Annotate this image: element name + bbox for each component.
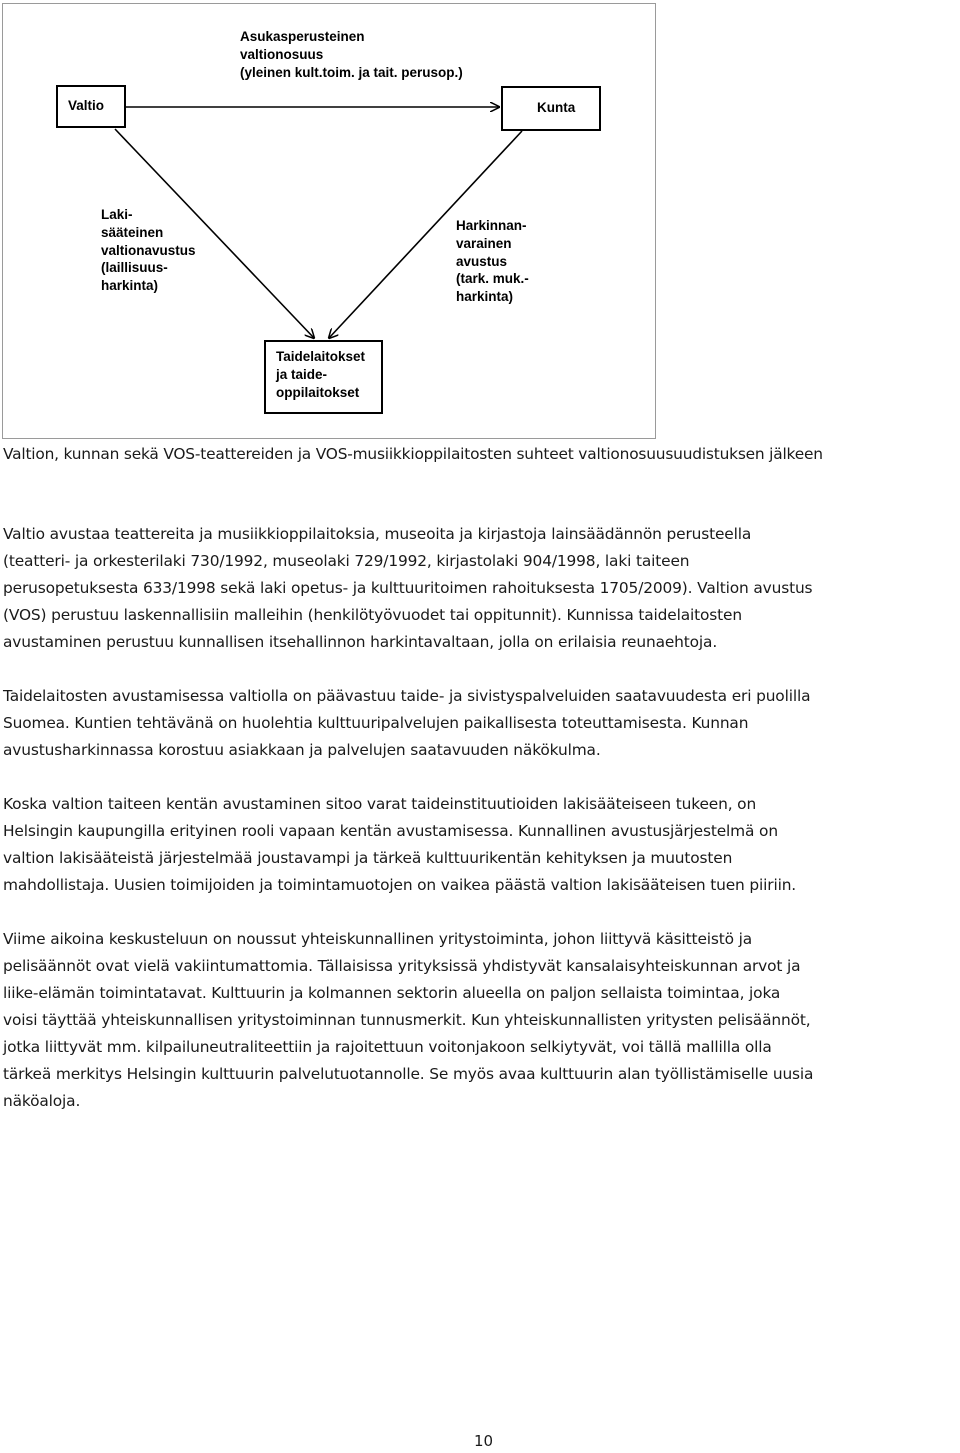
valtio-node [56,85,126,128]
top-edge-label-line-1: Asukasperusteinen [240,29,365,44]
figure-caption: Valtion, kunnan sekä VOS-teattereiden ja VOS-musiikkioppilaitosten suhteet valtionosuusuudistuksen jälkeen [3,445,823,463]
right-edge-label [456,217,529,306]
paragraph-line: pelisäännöt ovat vielä vakiintumattomia. Tällaisissa yrityksissä yhdistyvät kansalaisyhteiskunnan arvot ja [3,957,801,975]
kunta-node [501,86,601,131]
paragraph-line: näköaloja. [3,1092,81,1110]
left-edge-label [101,206,196,295]
left-edge-label-line-4: (laillisuus- [101,260,168,276]
left-edge-label-line-1: Laki- [101,207,133,222]
right-edge-label-line-3: avustus [456,253,508,269]
left-edge-label-line-3: valtionavustus [101,242,196,258]
paragraph-3 [3,791,958,899]
paragraph-line: tärkeä merkitys Helsingin kulttuurin palvelutuotannolle. Se myös avaa kulttuurin alan työllistämiselle uusia [3,1065,814,1083]
paragraph-1 [3,521,958,656]
paragraph-4 [3,926,958,1115]
right-edge-label-line-2: varainen [456,235,512,251]
taidelaitokset-line-2: ja taide- [276,366,328,382]
taidelaitokset-line-1: Taidelaitokset [276,349,366,364]
top-edge-label [240,28,463,81]
taidelaitokset-node-label [276,348,365,401]
taidelaitokset-node [264,340,383,414]
paragraph-line: Suomea. Kuntien tehtävänä on huolehtia kulttuuripalvelujen paikallisesta toteuttamisesta. Kunnan [3,714,749,732]
paragraph-line: perusopetuksesta 633/1998 sekä laki opetus- ja kulttuuritoimen rahoituksesta 1705/2009). Valtion avustus [3,579,813,597]
paragraph-line: Viime aikoina keskusteluun on noussut yhteiskunnallinen yritystoiminta, johon liittyvä käsitteistö ja [3,930,753,948]
paragraph-line: jotka liittyvät mm. kilpailuneutraliteettiin ja rajoitettuun voitonjakoon selkiytyvät, voi tällä mallilla olla [3,1038,772,1056]
left-edge-label-line-2: sääteinen [101,224,164,240]
valtio-node-label: Valtio [68,98,105,113]
paragraph-line: Koska valtion taiteen kentän avustaminen sitoo varat taideinstituutioiden lakisääteiseen tukeen, on [3,795,757,813]
paragraph-line: Taidelaitosten avustamisessa valtiolla on päävastuu taide- ja sivistyspalveluiden saatavuudesta eri puolilla [3,687,811,705]
left-edge-label-line-5: harkinta) [101,278,159,294]
top-edge-label-line-2: valtionosuus [240,46,324,62]
paragraph-line: mahdollistaja. Uusien toimijoiden ja toimintamuotojen on vaikea päästä valtion lakisääteisen tuen piiriin. [3,876,797,894]
paragraph-line: voisi täyttää yhteiskunnallisen yritystoiminnan tunnusmerkit. Kun yhteiskunnallisten yritysten pelisäännöt, [3,1011,811,1029]
right-edge-label-line-1: Harkinnan- [456,218,527,233]
right-edge-label-line-4: (tark. muk.- [456,271,529,287]
paragraph-line: avustusharkinnassa korostuu asiakkaan ja palvelujen saatavuuden näkökulma. [3,741,601,759]
diagram-figure [2,3,656,439]
top-edge-label-line-3: (yleinen kult.toim. ja tait. perusop.) [240,64,463,80]
paragraph-line: Helsingin kaupungilla erityinen rooli vapaan kentän avustamisessa. Kunnallinen avustusjärjestelmä on [3,822,778,840]
right-edge-label-line-5: harkinta) [456,289,514,305]
paragraph-2 [3,683,958,764]
taidelaitokset-line-3: oppilaitokset [276,384,360,400]
paragraph-line: (VOS) perustuu laskennallisiin malleihin (henkilötyövuodet tai oppitunnit). Kunnissa taidelaitosten [3,606,742,624]
paragraph-line: avustaminen perustuu kunnallisen itsehallinnon harkintavaltaan, jolla on erilaisia reunaehtoja. [3,633,718,651]
paragraph-line: liike-elämän toimintatavat. Kulttuurin ja kolmannen sektorin alueella on paljon sellaista toimintaa, joka [3,984,781,1002]
kunta-node-label: Kunta [537,100,576,115]
paragraph-line: Valtio avustaa teattereita ja musiikkioppilaitoksia, museoita ja kirjastoja lainsäädännön perusteella [3,525,752,543]
page-number: 10 [474,1432,494,1450]
paragraph-line: (teatteri- ja orkesterilaki 730/1992, museolaki 729/1992, kirjastolaki 904/1998, laki taiteen [3,552,690,570]
paragraph-line: valtion lakisääteistä järjestelmää joustavampi ja tärkeä kulttuurikentän kehityksen ja muutosten [3,849,733,867]
